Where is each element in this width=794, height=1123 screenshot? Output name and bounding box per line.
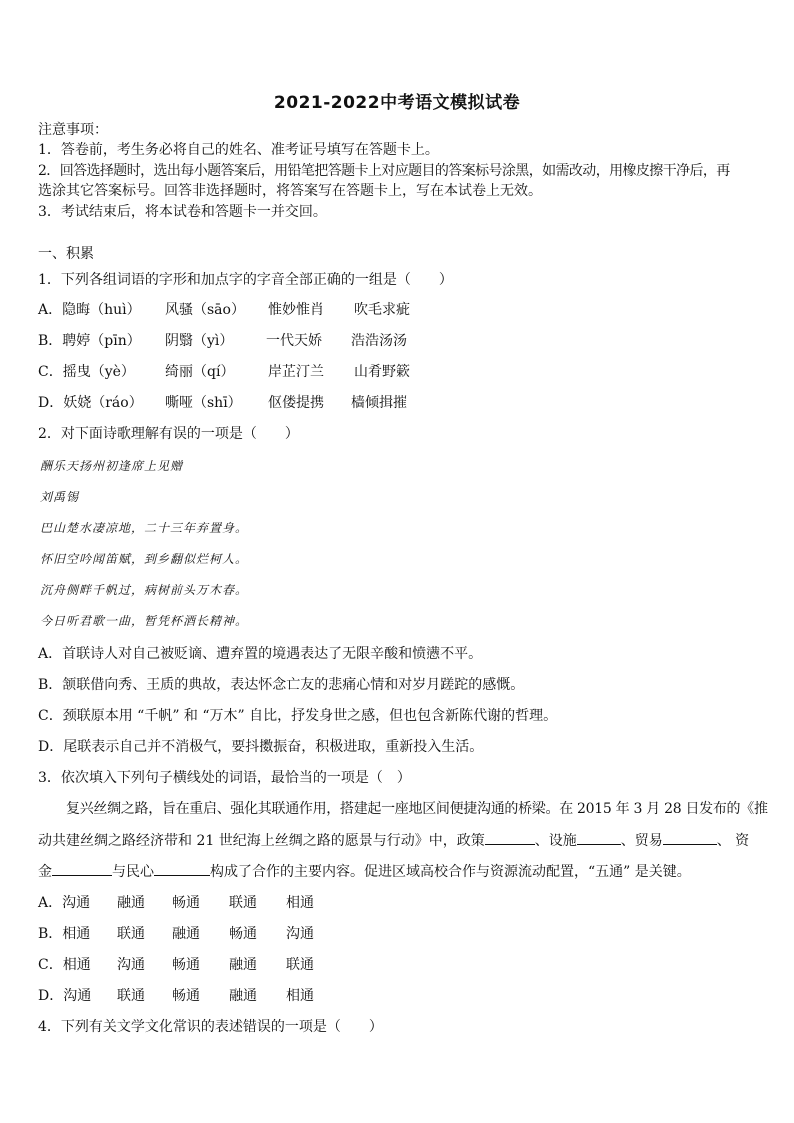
question-2-stem: 2．对下面诗歌理解有误的一项是（ ） (38, 426, 299, 442)
question-2-option-b[interactable]: B．颔联借向秀、王质的典故，表达怀念亡友的悲痛心情和对岁月蹉跎的感慨。 (38, 677, 525, 693)
fill-blank[interactable] (485, 830, 535, 845)
notice-item-2: 2．回答选择题时，选出每小题答案后，用铅笔把答题卡上对应题目的答案标号涂黑，如需改动，用橡皮擦干净后，再 (38, 163, 730, 179)
poem-author: 刘禹锡 (40, 490, 80, 504)
question-3-passage-line-2: 动共建丝绸之路经济带和 21 世纪海上丝绸之路的愿景与行动》中，政策 、设施 、贸易 、 资 (38, 830, 749, 851)
question-3-stem: 3．依次填入下列句子横线处的词语，最恰当的一项是（ ） (38, 770, 411, 786)
question-3-passage-line-1: 复兴丝绸之路，旨在重启、强化其联通作用，搭建起一座地区间便捷沟通的桥梁。在 2015 年 3 月 28 日发布的《推 (66, 801, 768, 817)
question-2-option-c[interactable]: C．颈联原本用 “千帆” 和 “万木” 自比，抒发身世之感，但也包含新陈代谢的哲理。 (38, 708, 558, 724)
notice-item-3: 3．考试结束后，将本试卷和答题卡一并交回。 (38, 204, 327, 220)
question-2-option-a[interactable]: A．首联诗人对自己被贬谪、遭弃置的境遇表达了无限辛酸和愤懑不平。 (38, 646, 483, 662)
page-title: 2021-2022中考语文模拟试卷 (273, 93, 521, 113)
fill-blank[interactable] (154, 861, 210, 876)
question-2-option-d[interactable]: D．尾联表示自己并不消极气，要抖擞振奋，积极进取，重新投入生活。 (38, 739, 484, 755)
fill-blank[interactable] (577, 830, 621, 845)
poem-line: 今日听君歌一曲，暂凭杯酒长精神。 (40, 614, 249, 628)
question-1-stem: 1．下列各组词语的字形和加点字的字音全部正确的一组是（ ） (38, 272, 453, 288)
exam-page: 2021-2022中考语文模拟试卷 注意事项： 1．答卷前，考生务必将自己的姓名、准考证号填写在答题卡上。 2．回答选择题时，选出每小题答案后，用铅笔把答题卡上对应题目的答案标号涂黑，如需改动，用橡皮擦干净后，再 选涂其它答案标号。回答非选择题时，将答案写在答题卡上，写在本试卷上无效。 3．考试结束后，将本试卷和答题卡一并交回。 一、积累 1．下列各组词语的字形和加点字的字音全部正确的一组是（ ） A．隐晦（huì） 风骚（sāo） 惟妙惟肖 吹毛求疵 B．聘婷（pīn） 阴翳（yì） 一代天娇 浩浩汤汤 C．摇曳（yè） 绮丽（qí） 岸芷汀兰 山肴野簌 D．妖娆（ráo） 嘶哑（shī） 伛偻提携 樯倾揖摧 2．对下面诗歌理解有误的一项是（ ） 酬乐天扬州初逢席上见赠 刘禹锡 巴山楚水凄凉地，二十三年弃置身。 怀旧空吟闻笛赋，到乡翻似烂柯人。 沉舟侧畔千帆过，病树前头万木春。 今日听君歌一曲，暂凭杯酒长精神。 A．首联诗人对自己被贬谪、遭弃置的境遇表达了无限辛酸和愤懑不平。 B．颔联借向秀、王质的典故，表达怀念亡友的悲痛心情和对岁月蹉跎的感慨。 C．颈联原本用 “千帆” 和 “万木” 自比，抒发身世之感，但也包含新陈代谢的哲理。 D．尾联表示自己并不消极气，要抖擞振奋，积极进取，重新投入生活。 3．依次填入下列句子横线处的词语，最恰当的一项是（ ） 复兴丝绸之路，旨在重启、强化其联通作用，搭建起一座地区间便捷沟通的桥梁。在 2015 年 3 月 28 日发布的《推 动共建丝绸之路经济带和 21 世纪海上丝绸之路的愿景与行动》中，政策 、设施 、贸易 、 资 金 与民心 构成了合作的主要内容。促进区域高校合作与资源流动配置，“五通” 是关键。 A．沟通 融通 畅通 联通 相通 B．相通 联通 融通 畅通 沟通 C．相通 沟通 畅通 融通 联通 D．沟通 联通 畅通 融通 相通 4．下列有关文学文化常识的表述错误的一项是（ ） (0, 0, 794, 1123)
poem-line: 巴山楚水凄凉地，二十三年弃置身。 (40, 521, 249, 535)
poem-title: 酬乐天扬州初逢席上见赠 (40, 459, 184, 473)
question-3-passage-line-3: 金 与民心 构成了合作的主要内容。促进区域高校合作与资源流动配置，“五通” 是关键。 (38, 861, 691, 882)
section-heading: 一、积累 (38, 246, 94, 262)
notice-heading: 注意事项： (38, 122, 108, 138)
fill-blank[interactable] (52, 861, 112, 876)
notice-item-2-cont: 选涂其它答案标号。回答非选择题时，将答案写在答题卡上，写在本试卷上无效。 (38, 183, 542, 199)
poem-line: 怀旧空吟闻笛赋，到乡翻似烂柯人。 (40, 552, 249, 566)
question-4-stem: 4．下列有关文学文化常识的表述错误的一项是（ ） (38, 1019, 383, 1035)
notice-item-1: 1．答卷前，考生务必将自己的姓名、准考证号填写在答题卡上。 (38, 142, 439, 158)
poem-line: 沉舟侧畔千帆过，病树前头万木春。 (40, 583, 249, 597)
fill-blank[interactable] (663, 830, 717, 845)
